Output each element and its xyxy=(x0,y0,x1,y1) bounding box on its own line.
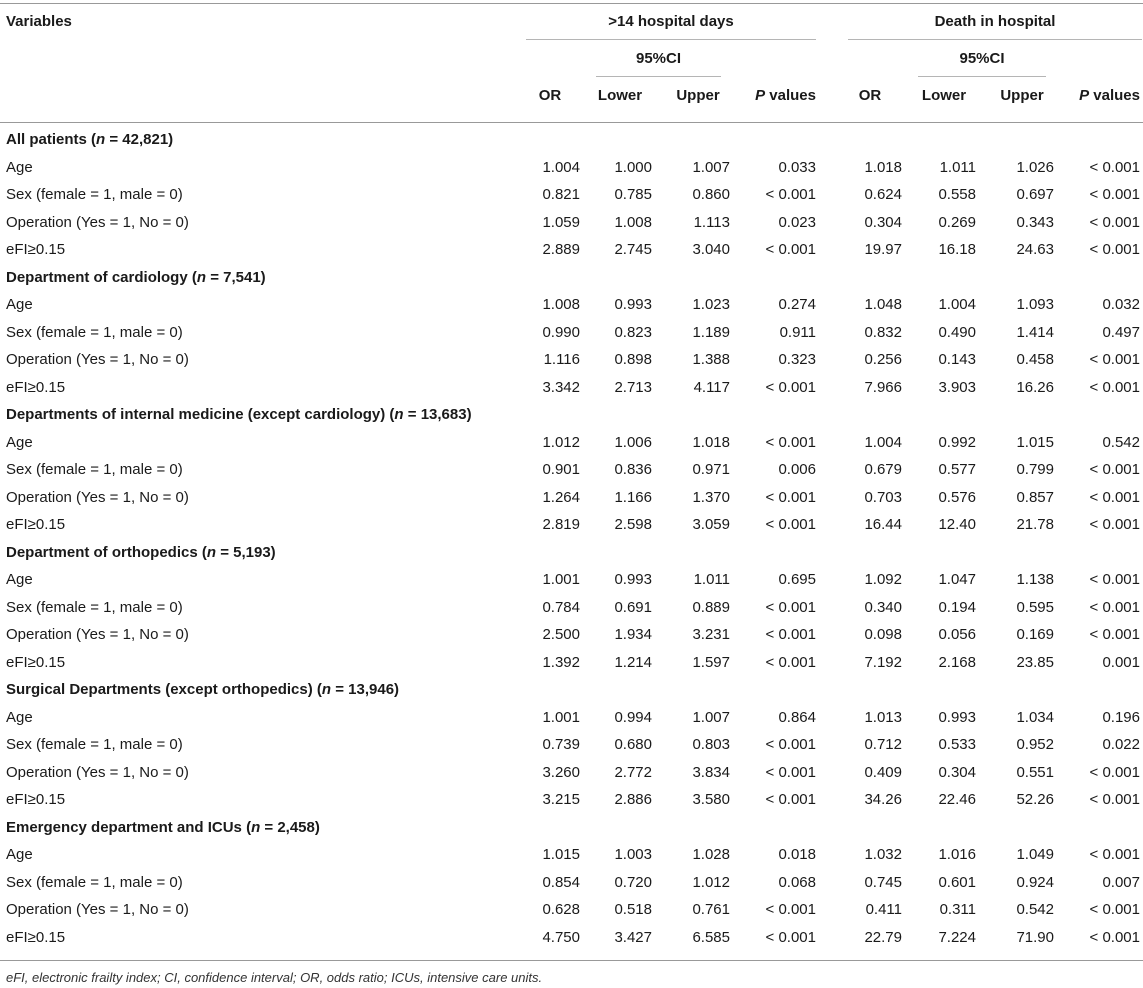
variable-label: Operation (Yes = 1, No = 0) xyxy=(6,763,189,781)
cell-or-2: 1.013 xyxy=(864,708,902,726)
cell-upper-1: 1.028 xyxy=(692,846,730,863)
cell-or-1: 2.500 xyxy=(542,626,580,643)
cell-pvalue-1: 0.911 xyxy=(779,323,816,341)
cell-pvalue-2: < 0.001 xyxy=(1089,763,1140,781)
variable-label: Sex (female = 1, male = 0) xyxy=(6,323,183,341)
cell-lower-1: 0.720 xyxy=(614,873,652,891)
cell-upper-1: 3.834 xyxy=(692,763,730,781)
group2-underline xyxy=(848,39,1142,40)
cell-pvalue-2: 0.196 xyxy=(1102,708,1140,726)
cell-or-1: 1.059 xyxy=(542,213,580,231)
cell-or-1: 4.750 xyxy=(542,928,580,946)
cell-pvalue-2: < 0.001 xyxy=(1089,846,1140,863)
cell-or-2: 0.098 xyxy=(864,626,902,643)
cell-or-2: 1.048 xyxy=(864,296,902,313)
cell-lower-2: 0.601 xyxy=(938,873,976,891)
cell-lower-2: 1.016 xyxy=(938,846,976,863)
header-bottom-rule xyxy=(0,122,1143,123)
cell-lower-1: 1.008 xyxy=(614,213,652,231)
cell-lower-1: 0.898 xyxy=(614,351,652,368)
variable-label: Age xyxy=(6,846,33,863)
variable-label: Age xyxy=(6,158,33,176)
cell-or-2: 0.409 xyxy=(864,763,902,781)
cell-lower-1: 0.994 xyxy=(614,708,652,726)
cell-upper-1: 1.370 xyxy=(692,488,730,506)
cell-pvalue-2: < 0.001 xyxy=(1089,158,1140,176)
cell-lower-2: 0.194 xyxy=(938,598,976,616)
cell-pvalue-1: 0.323 xyxy=(778,351,816,368)
cell-or-2: 0.411 xyxy=(865,901,902,918)
cell-or-1: 3.215 xyxy=(542,791,580,808)
variable-label: Age xyxy=(6,708,33,726)
cell-pvalue-1: < 0.001 xyxy=(765,736,816,753)
cell-upper-1: 1.018 xyxy=(692,433,730,451)
cell-or-1: 2.819 xyxy=(542,516,580,533)
group-header: Departments of internal medicine (except cardiology) (n = 13,683) xyxy=(6,406,472,423)
cell-upper-2: 0.169 xyxy=(1016,626,1054,643)
cell-or-2: 22.79 xyxy=(864,928,902,946)
cell-lower-2: 16.18 xyxy=(938,241,976,258)
cell-or-1: 1.004 xyxy=(542,158,580,176)
header-pvalues-1: P values xyxy=(755,87,816,104)
header-lower-1: Lower xyxy=(597,87,643,104)
cell-lower-2: 3.903 xyxy=(938,378,976,396)
cell-pvalue-1: < 0.001 xyxy=(765,901,816,918)
cell-or-2: 0.304 xyxy=(864,213,902,231)
header-pvalues-2: P values xyxy=(1079,87,1140,104)
cell-or-1: 0.990 xyxy=(542,323,580,341)
cell-lower-1: 0.993 xyxy=(614,296,652,313)
cell-upper-2: 52.26 xyxy=(1016,791,1054,808)
cell-pvalue-1: < 0.001 xyxy=(765,626,816,643)
cell-upper-1: 1.388 xyxy=(692,351,730,368)
header-hospital-days: >14 hospital days xyxy=(608,13,734,30)
variable-label: eFI≥0.15 xyxy=(6,791,66,808)
cell-or-1: 1.001 xyxy=(542,708,580,726)
cell-lower-2: 0.992 xyxy=(938,433,976,451)
cell-upper-2: 1.093 xyxy=(1016,296,1054,313)
cell-lower-2: 0.490 xyxy=(938,323,976,341)
cell-or-1: 0.854 xyxy=(542,873,580,891)
cell-upper-1: 3.059 xyxy=(692,516,730,533)
cell-lower-2: 1.011 xyxy=(939,158,976,176)
cell-upper-2: 0.343 xyxy=(1016,213,1054,231)
cell-lower-2: 0.269 xyxy=(938,213,976,231)
cell-pvalue-2: 0.497 xyxy=(1102,323,1140,341)
cell-pvalue-2: 0.032 xyxy=(1102,296,1140,313)
cell-upper-1: 0.761 xyxy=(692,901,730,918)
header-death-in-hospital: Death in hospital xyxy=(934,13,1056,30)
variable-label: eFI≥0.15 xyxy=(6,928,66,946)
cell-pvalue-1: < 0.001 xyxy=(765,378,816,396)
variable-label: Age xyxy=(6,433,33,451)
cell-lower-2: 1.004 xyxy=(938,296,976,313)
variable-label: Sex (female = 1, male = 0) xyxy=(6,598,183,616)
cell-upper-1: 3.580 xyxy=(692,791,730,808)
cell-or-1: 0.901 xyxy=(542,461,580,478)
cell-pvalue-1: 0.864 xyxy=(778,708,816,726)
cell-or-2: 0.832 xyxy=(864,323,902,341)
cell-upper-2: 21.78 xyxy=(1016,516,1054,533)
cell-lower-1: 0.785 xyxy=(614,186,652,203)
variable-label: eFI≥0.15 xyxy=(6,516,66,533)
cell-upper-1: 4.117 xyxy=(693,378,730,396)
cell-or-1: 0.784 xyxy=(542,598,580,616)
cell-pvalue-2: < 0.001 xyxy=(1089,241,1140,258)
cell-pvalue-2: < 0.001 xyxy=(1089,516,1140,533)
cell-or-2: 1.092 xyxy=(864,571,902,588)
cell-or-2: 0.679 xyxy=(864,461,902,478)
cell-lower-2: 2.168 xyxy=(938,653,976,671)
cell-upper-2: 0.799 xyxy=(1016,461,1054,478)
cell-lower-2: 0.576 xyxy=(938,488,976,506)
header-upper-2: Upper xyxy=(1000,87,1044,104)
header-or-2: OR xyxy=(858,87,882,104)
variable-label: Operation (Yes = 1, No = 0) xyxy=(6,351,189,368)
cell-pvalue-1: 0.695 xyxy=(778,571,816,588)
header-lower-2: Lower xyxy=(921,87,967,104)
cell-pvalue-2: < 0.001 xyxy=(1089,378,1140,396)
variable-label: eFI≥0.15 xyxy=(6,378,66,396)
cell-pvalue-2: < 0.001 xyxy=(1089,488,1140,506)
cell-lower-1: 2.598 xyxy=(614,516,652,533)
cell-lower-2: 0.311 xyxy=(939,901,976,918)
variable-label: eFI≥0.15 xyxy=(6,653,66,671)
cell-upper-1: 3.040 xyxy=(692,241,730,258)
cell-or-2: 0.340 xyxy=(864,598,902,616)
cell-pvalue-2: 0.542 xyxy=(1102,433,1140,451)
cell-upper-2: 0.952 xyxy=(1016,736,1054,753)
cell-lower-1: 2.713 xyxy=(614,378,652,396)
variable-label: Operation (Yes = 1, No = 0) xyxy=(6,901,189,918)
cell-pvalue-1: < 0.001 xyxy=(765,241,816,258)
cell-upper-2: 1.049 xyxy=(1016,846,1054,863)
cell-lower-2: 0.143 xyxy=(938,351,976,368)
cell-lower-2: 22.46 xyxy=(938,791,976,808)
cell-upper-1: 0.971 xyxy=(692,461,730,478)
table-footnote: eFI, electronic frailty index; CI, confidence interval; OR, odds ratio; ICUs, intensive care units. xyxy=(6,970,543,985)
cell-pvalue-1: 0.018 xyxy=(778,846,816,863)
cell-upper-1: 1.012 xyxy=(692,873,730,891)
cell-upper-2: 1.015 xyxy=(1016,433,1054,451)
cell-or-1: 3.342 xyxy=(542,378,580,396)
cell-or-1: 1.012 xyxy=(542,433,580,451)
table-bottom-rule xyxy=(0,960,1143,961)
cell-pvalue-2: < 0.001 xyxy=(1089,461,1140,478)
cell-pvalue-1: < 0.001 xyxy=(765,653,816,671)
cell-lower-2: 0.533 xyxy=(938,736,976,753)
cell-upper-1: 1.597 xyxy=(692,653,730,671)
cell-lower-1: 2.745 xyxy=(614,241,652,258)
header-ci-2: 95%CI xyxy=(959,50,1005,67)
cell-upper-2: 0.542 xyxy=(1016,901,1054,918)
cell-pvalue-2: < 0.001 xyxy=(1089,186,1140,203)
ci1-underline xyxy=(596,76,721,77)
cell-lower-1: 0.518 xyxy=(614,901,652,918)
cell-upper-1: 1.007 xyxy=(692,708,730,726)
cell-or-2: 1.018 xyxy=(864,158,902,176)
cell-upper-2: 0.551 xyxy=(1016,763,1054,781)
cell-upper-2: 0.697 xyxy=(1016,186,1054,203)
cell-or-2: 1.004 xyxy=(864,433,902,451)
cell-lower-2: 0.304 xyxy=(938,763,976,781)
cell-pvalue-1: < 0.001 xyxy=(765,186,816,203)
ci2-underline xyxy=(918,76,1046,77)
header-upper-1: Upper xyxy=(676,87,720,104)
cell-lower-1: 1.934 xyxy=(614,626,652,643)
header-variables: Variables xyxy=(6,13,72,30)
cell-upper-2: 0.924 xyxy=(1016,873,1054,891)
cell-upper-2: 71.90 xyxy=(1016,928,1054,946)
cell-or-2: 7.192 xyxy=(864,653,902,671)
cell-lower-1: 2.772 xyxy=(614,763,652,781)
cell-pvalue-1: < 0.001 xyxy=(765,763,816,781)
cell-or-1: 0.821 xyxy=(542,186,580,203)
group-header: All patients (n = 42,821) xyxy=(6,131,174,148)
cell-pvalue-2: 0.007 xyxy=(1102,873,1140,891)
cell-pvalue-2: < 0.001 xyxy=(1089,901,1140,918)
table-top-rule xyxy=(0,3,1143,4)
cell-upper-1: 0.860 xyxy=(692,186,730,203)
cell-or-2: 34.26 xyxy=(864,791,902,808)
cell-upper-2: 24.63 xyxy=(1016,241,1054,258)
cell-or-2: 0.624 xyxy=(864,186,902,203)
cell-pvalue-2: < 0.001 xyxy=(1089,791,1140,808)
cell-upper-2: 1.026 xyxy=(1016,158,1054,176)
cell-or-1: 1.015 xyxy=(542,846,580,863)
variable-label: Sex (female = 1, male = 0) xyxy=(6,873,183,891)
cell-upper-1: 1.113 xyxy=(693,213,730,231)
cell-upper-1: 6.585 xyxy=(692,928,730,946)
variable-label: Operation (Yes = 1, No = 0) xyxy=(6,626,189,643)
cell-or-2: 0.712 xyxy=(864,736,902,753)
cell-pvalue-1: 0.033 xyxy=(778,158,816,176)
cell-lower-2: 12.40 xyxy=(938,516,976,533)
cell-upper-2: 1.138 xyxy=(1016,571,1054,588)
cell-upper-1: 3.231 xyxy=(692,626,730,643)
cell-lower-2: 0.993 xyxy=(938,708,976,726)
cell-lower-1: 1.000 xyxy=(614,158,652,176)
cell-upper-2: 1.414 xyxy=(1016,323,1054,341)
cell-upper-2: 16.26 xyxy=(1016,378,1054,396)
cell-pvalue-2: < 0.001 xyxy=(1089,626,1140,643)
group-header: Emergency department and ICUs (n = 2,458) xyxy=(6,818,320,836)
header-or-1: OR xyxy=(538,87,562,104)
variable-label: Operation (Yes = 1, No = 0) xyxy=(6,213,189,231)
cell-or-1: 1.116 xyxy=(543,351,580,368)
cell-upper-2: 0.595 xyxy=(1016,598,1054,616)
cell-lower-1: 0.680 xyxy=(614,736,652,753)
cell-pvalue-1: < 0.001 xyxy=(765,488,816,506)
header-ci-1: 95%CI xyxy=(635,50,682,67)
cell-lower-1: 1.003 xyxy=(614,846,652,863)
cell-or-2: 0.703 xyxy=(864,488,902,506)
group-header: Surgical Departments (except orthopedics) (n = 13,946) xyxy=(6,681,400,698)
variable-label: Sex (female = 1, male = 0) xyxy=(6,461,183,478)
cell-upper-2: 0.857 xyxy=(1016,488,1054,506)
cell-upper-1: 1.007 xyxy=(692,158,730,176)
cell-pvalue-1: < 0.001 xyxy=(765,516,816,533)
cell-upper-1: 0.803 xyxy=(692,736,730,753)
cell-or-1: 1.392 xyxy=(542,653,580,671)
cell-upper-1: 1.189 xyxy=(692,323,730,341)
cell-pvalue-1: 0.274 xyxy=(778,296,816,313)
cell-pvalue-1: 0.023 xyxy=(778,213,816,231)
cell-lower-1: 0.691 xyxy=(614,598,652,616)
cell-pvalue-2: < 0.001 xyxy=(1089,571,1140,588)
cell-or-1: 0.739 xyxy=(542,736,580,753)
cell-or-1: 0.628 xyxy=(542,901,580,918)
cell-pvalue-2: 0.022 xyxy=(1102,736,1140,753)
cell-upper-1: 0.889 xyxy=(692,598,730,616)
cell-upper-2: 1.034 xyxy=(1016,708,1054,726)
cell-or-1: 3.260 xyxy=(542,763,580,781)
cell-lower-1: 0.823 xyxy=(614,323,652,341)
cell-upper-2: 23.85 xyxy=(1016,653,1054,671)
cell-lower-1: 1.166 xyxy=(614,488,652,506)
cell-pvalue-1: < 0.001 xyxy=(765,791,816,808)
cell-or-2: 7.966 xyxy=(864,378,902,396)
group-header: Department of orthopedics (n = 5,193) xyxy=(6,543,276,561)
cell-pvalue-1: 0.006 xyxy=(778,461,816,478)
variable-label: Operation (Yes = 1, No = 0) xyxy=(6,488,189,506)
cell-lower-2: 7.224 xyxy=(938,928,976,946)
cell-lower-1: 0.836 xyxy=(614,461,652,478)
variable-label: Age xyxy=(6,296,33,313)
cell-or-1: 1.264 xyxy=(542,488,580,506)
cell-lower-1: 2.886 xyxy=(614,791,652,808)
cell-upper-1: 1.011 xyxy=(693,571,730,588)
cell-upper-1: 1.023 xyxy=(692,296,730,313)
cell-pvalue-1: < 0.001 xyxy=(765,433,816,451)
cell-upper-2: 0.458 xyxy=(1016,351,1054,368)
cell-or-1: 2.889 xyxy=(542,241,580,258)
cell-or-1: 1.001 xyxy=(542,571,580,588)
cell-pvalue-1: < 0.001 xyxy=(765,928,816,946)
cell-lower-1: 1.006 xyxy=(614,433,652,451)
cell-lower-2: 0.558 xyxy=(938,186,976,203)
variable-label: Sex (female = 1, male = 0) xyxy=(6,186,183,203)
cell-pvalue-2: < 0.001 xyxy=(1089,598,1140,616)
cell-pvalue-2: < 0.001 xyxy=(1089,928,1140,946)
group1-underline xyxy=(526,39,816,40)
cell-or-2: 16.44 xyxy=(864,516,902,533)
cell-lower-2: 1.047 xyxy=(938,571,976,588)
variable-label: eFI≥0.15 xyxy=(6,241,66,258)
cell-or-2: 0.256 xyxy=(864,351,902,368)
cell-or-1: 1.008 xyxy=(542,296,580,313)
cell-lower-1: 3.427 xyxy=(614,928,652,946)
cell-pvalue-2: < 0.001 xyxy=(1089,351,1140,368)
cell-or-2: 19.97 xyxy=(864,241,902,258)
cell-lower-1: 1.214 xyxy=(614,653,652,671)
variable-label: Sex (female = 1, male = 0) xyxy=(6,736,183,753)
group-header: Department of cardiology (n = 7,541) xyxy=(6,268,266,286)
cell-pvalue-1: < 0.001 xyxy=(765,598,816,616)
cell-or-2: 1.032 xyxy=(864,846,902,863)
cell-lower-1: 0.993 xyxy=(614,571,652,588)
cell-lower-2: 0.577 xyxy=(938,461,976,478)
cell-lower-2: 0.056 xyxy=(938,626,976,643)
cell-pvalue-2: 0.001 xyxy=(1102,653,1140,671)
cell-or-2: 0.745 xyxy=(864,873,902,891)
cell-pvalue-2: < 0.001 xyxy=(1089,213,1140,231)
cell-pvalue-1: 0.068 xyxy=(778,873,816,891)
variable-label: Age xyxy=(6,571,33,588)
